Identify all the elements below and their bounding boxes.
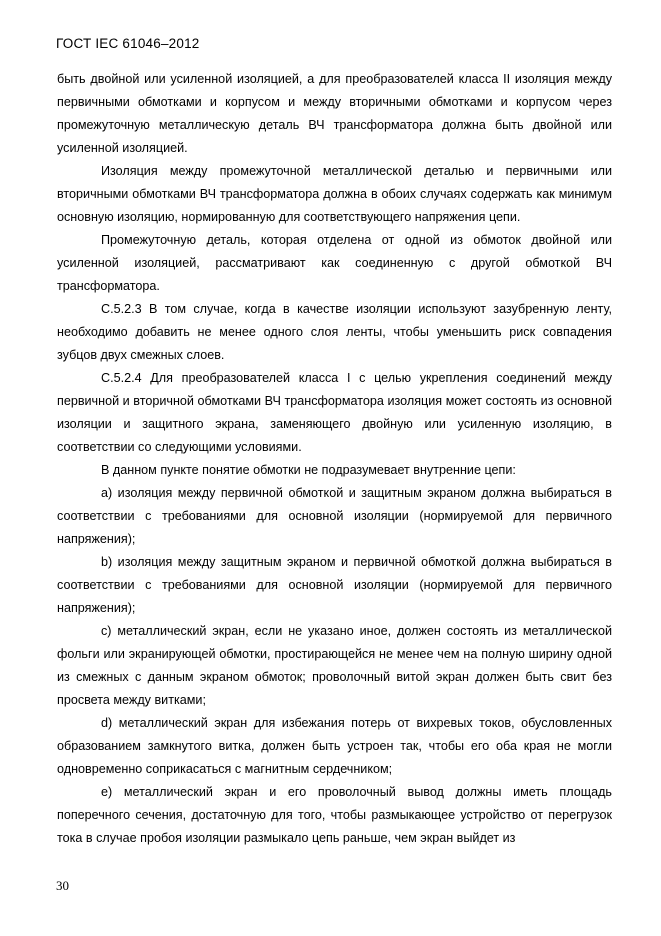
list-item-b: b) изоляция между защитным экраном и первичной обмоткой должна выбираться в соответствии с требованиями для основной изоляции (нормируемой для первичного напряжения); xyxy=(57,555,612,615)
paragraph-intermediate-part: Промежуточную деталь, которая отделена от одной из обмоток двойной или усиленной изоляцией, рассматривают как соединенную с другой обмоткой ВЧ трансформатора. xyxy=(57,233,612,293)
page-number: 30 xyxy=(56,878,69,893)
paragraph-continuation: быть двойной или усиленной изоляцией, а для преобразователей класса II изоляция между первичными обмотками и корпусом и между вторичными обмотками и корпусом через промежуточную металлическую деталь ВЧ трансформатора должна быть двойной или усиленной изоляцией. xyxy=(57,72,612,155)
list-item-e: e) металлический экран и его проволочный вывод должны иметь площадь поперечного сечения, достаточную для того, чтобы размыкающее устройство от перегрузок тока в случае пробоя изоляции размыкало цепь раньше, чем экран выйдет из xyxy=(57,785,612,845)
document-body xyxy=(57,68,612,850)
list-item-d: d) металлический экран для избежания потерь от вихревых токов, обусловленных образованием замкнутого витка, должен быть устроен так, чтобы его оба края не могли одновременно соприкасаться с магнитным сердечником; xyxy=(57,716,612,776)
paragraph-c523: С.5.2.3 В том случае, когда в качестве изоляции используют зазубренную ленту, необходимо добавить не менее одного слоя ленты, чтобы уменьшить риск совпадения зубцов двух смежных слоев. xyxy=(57,302,612,362)
list-item-a: а) изоляция между первичной обмоткой и защитным экраном должна выбираться в соответствии с требованиями для основной изоляции (нормируемой для первичного напряжения); xyxy=(57,486,612,546)
paragraph-winding-definition: В данном пункте понятие обмотки не подразумевает внутренние цепи: xyxy=(101,463,516,477)
paragraph-c524: С.5.2.4 Для преобразователей класса I с целью укрепления соединений между первичной и вторичной обмотками ВЧ трансформатора изоляция может состоять из основной изоляции и защитного экрана, заменяющего двойную или усиленную изоляцию, в соответствии со следующими условиями. xyxy=(57,371,612,454)
paragraph-intermediate-part-insulation: Изоляция между промежуточной металлической деталью и первичными или вторичными обмотками ВЧ трансформатора должна в обоих случаях содержать как минимум основную изоляцию, нормированную для соответствующего напряжения цепи. xyxy=(57,164,612,224)
document-header: ГОСТ IEC 61046–2012 xyxy=(56,36,200,51)
list-item-c: c) металлический экран, если не указано иное, должен состоять из металлической фольги или экранирующей обмотки, простирающейся не менее чем на полную ширину одной из смежных с данным экраном обмоток; проволочный витой экран должен быть свит без просвета между витками; xyxy=(57,624,612,707)
